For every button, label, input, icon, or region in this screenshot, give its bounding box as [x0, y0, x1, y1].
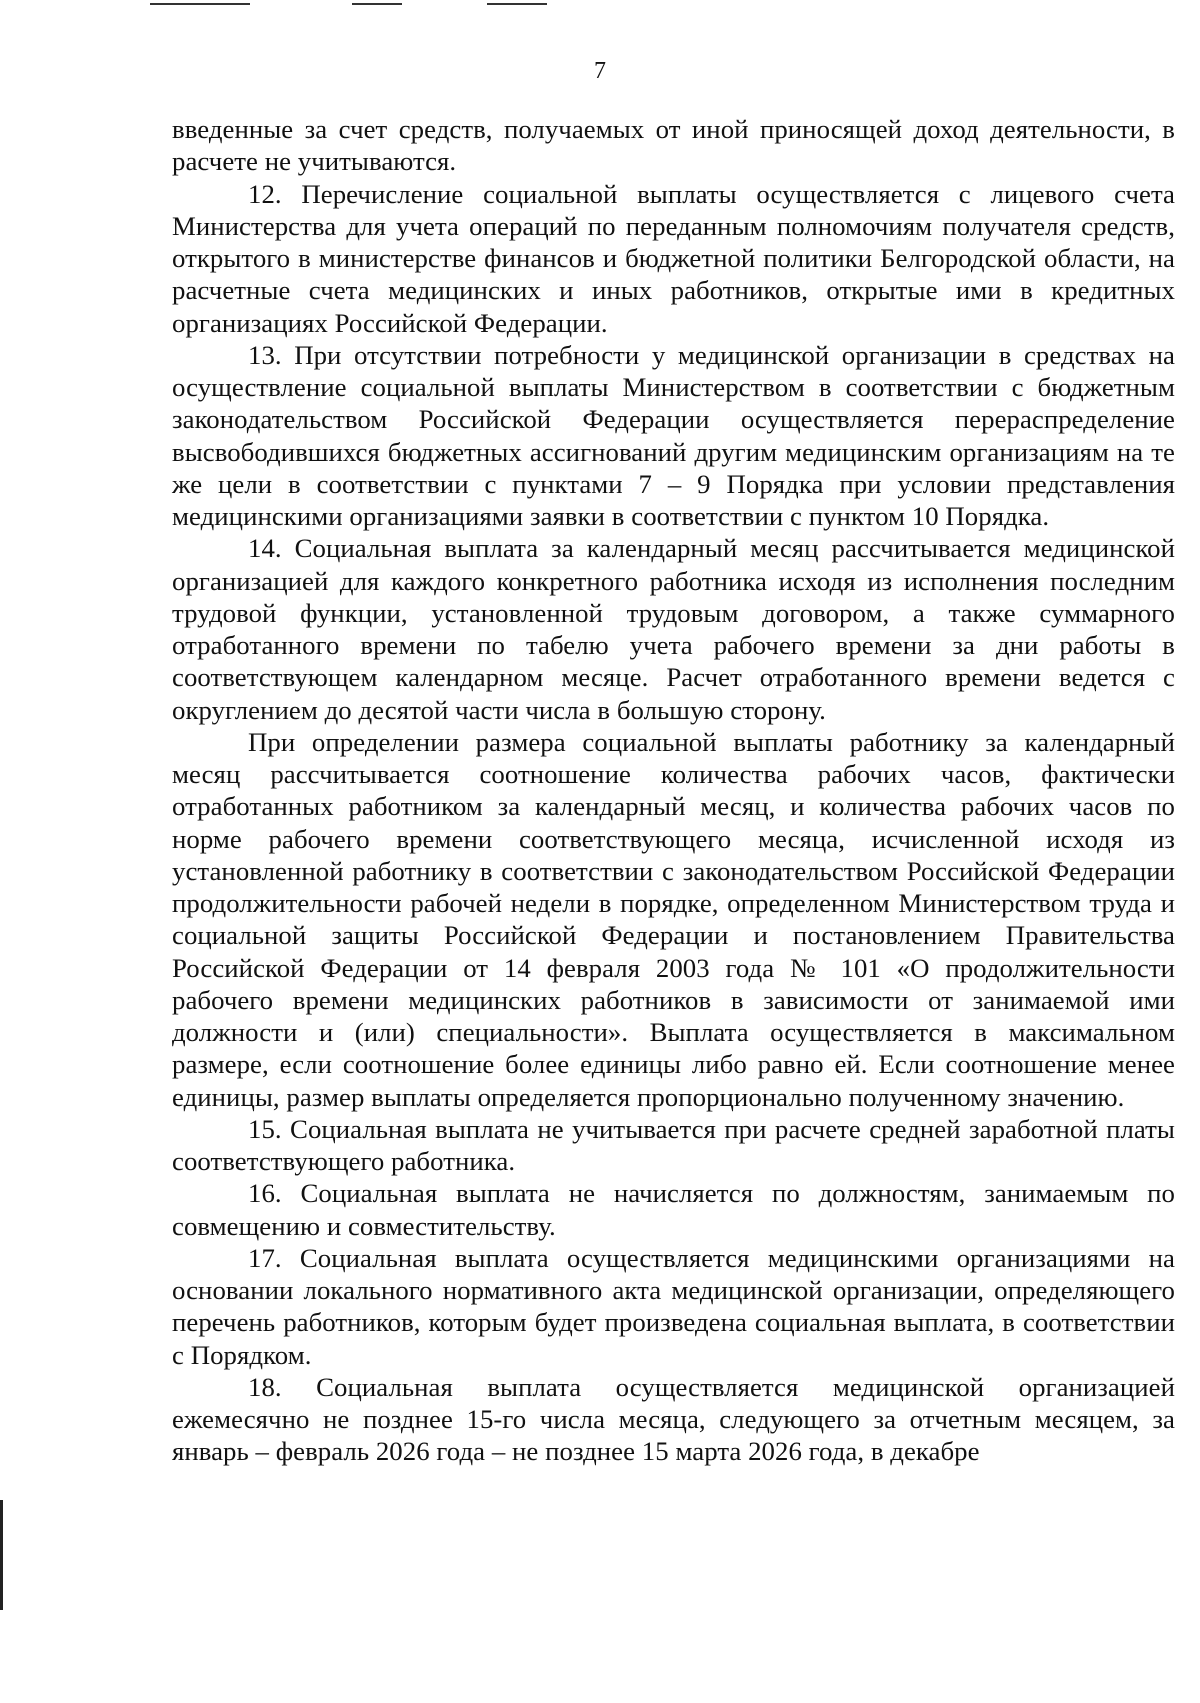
- scan-edge-mark: [487, 3, 547, 5]
- paragraph-18: 18. Социальная выплата осуществляется медицинской организацией ежемесячно не позднее 15-го числа месяца, следующего за отчетным месяцем, за январь – февраль 2026 года – не позднее 15 марта 2026 года, в декабре: [172, 1371, 1175, 1467]
- document-body: [172, 113, 1175, 1468]
- scan-edge-mark: [352, 3, 402, 5]
- paragraph-13: 13. При отсутствии потребности у медицинской организации в средствах на осуществление социальной выплаты Министерством в соответствии с бюджетным законодательством Российской Федерации осуществляется перераспределение высвободившихся бюджетных ассигнований другим медицинским организациям на те же цели в соответствии с пунктами 7 – 9 Порядка при условии представления медицинскими организациями заявки в соответствии с пунктом 10 Порядка.: [172, 339, 1175, 531]
- paragraph-14: 14. Социальная выплата за календарный месяц рассчитывается медицинской организацией для каждого конкретного работника исходя из исполнения последним трудовой функции, установленной трудовым договором, а также суммарного отработанного времени по табелю учета рабочего времени за дни работы в соответствующем календарном месяце. Расчет отработанного времени ведется с округлением до десятой части числа в большую сторону.: [172, 533, 1175, 725]
- scan-edge-mark: [0, 1500, 3, 1610]
- paragraph-16: 16. Социальная выплата не начисляется по должностям, занимаемым по совмещению и совместительству.: [172, 1178, 1175, 1241]
- page-number: 7: [594, 58, 606, 84]
- paragraph-15: 15. Социальная выплата не учитывается при расчете средней заработной платы соответствующего работника.: [172, 1113, 1175, 1176]
- paragraph-14-continued: При определении размера социальной выплаты работнику за календарный месяц рассчитывается соотношение количества рабочих часов, фактически отработанных работником за календарный месяц, и количества рабочих часов по норме рабочего времени соответствующего месяца, исчисленной исходя из установленной работнику в соответствии с законодательством Российской Федерации продолжительности рабочей недели в порядке, определенном Министерством труда и социальной защиты Российской Федерации и постановлением Правительства Российской Федерации от 14 февраля 2003 года № 101 «О продолжительности рабочего времени медицинских работников в зависимости от занимаемой ими должности и (или) специальности». Выплата осуществляется в максимальном размере, если соотношение более единицы либо равно ей. Если соотношение менее единицы, размер выплаты определяется пропорционально полученному значению.: [172, 726, 1175, 1112]
- paragraph-12: 12. Перечисление социальной выплаты осуществляется с лицевого счета Министерства для учета операций по переданным полномочиям получателя средств, открытого в министерстве финансов и бюджетной политики Белгородской области, на расчетные счета медицинских и иных работников, открытые ими в кредитных организациях Российской Федерации.: [172, 178, 1175, 338]
- paragraph-continuation: введенные за счет средств, получаемых от иной приносящей доход деятельности, в расчете не учитываются.: [172, 114, 1175, 177]
- paragraph-17: 17. Социальная выплата осуществляется медицинскими организациями на основании локального нормативного акта медицинской организации, определяющего перечень работников, которым будет произведена социальная выплата, в соответствии с Порядком.: [172, 1242, 1175, 1370]
- scan-edge-mark: [150, 3, 250, 5]
